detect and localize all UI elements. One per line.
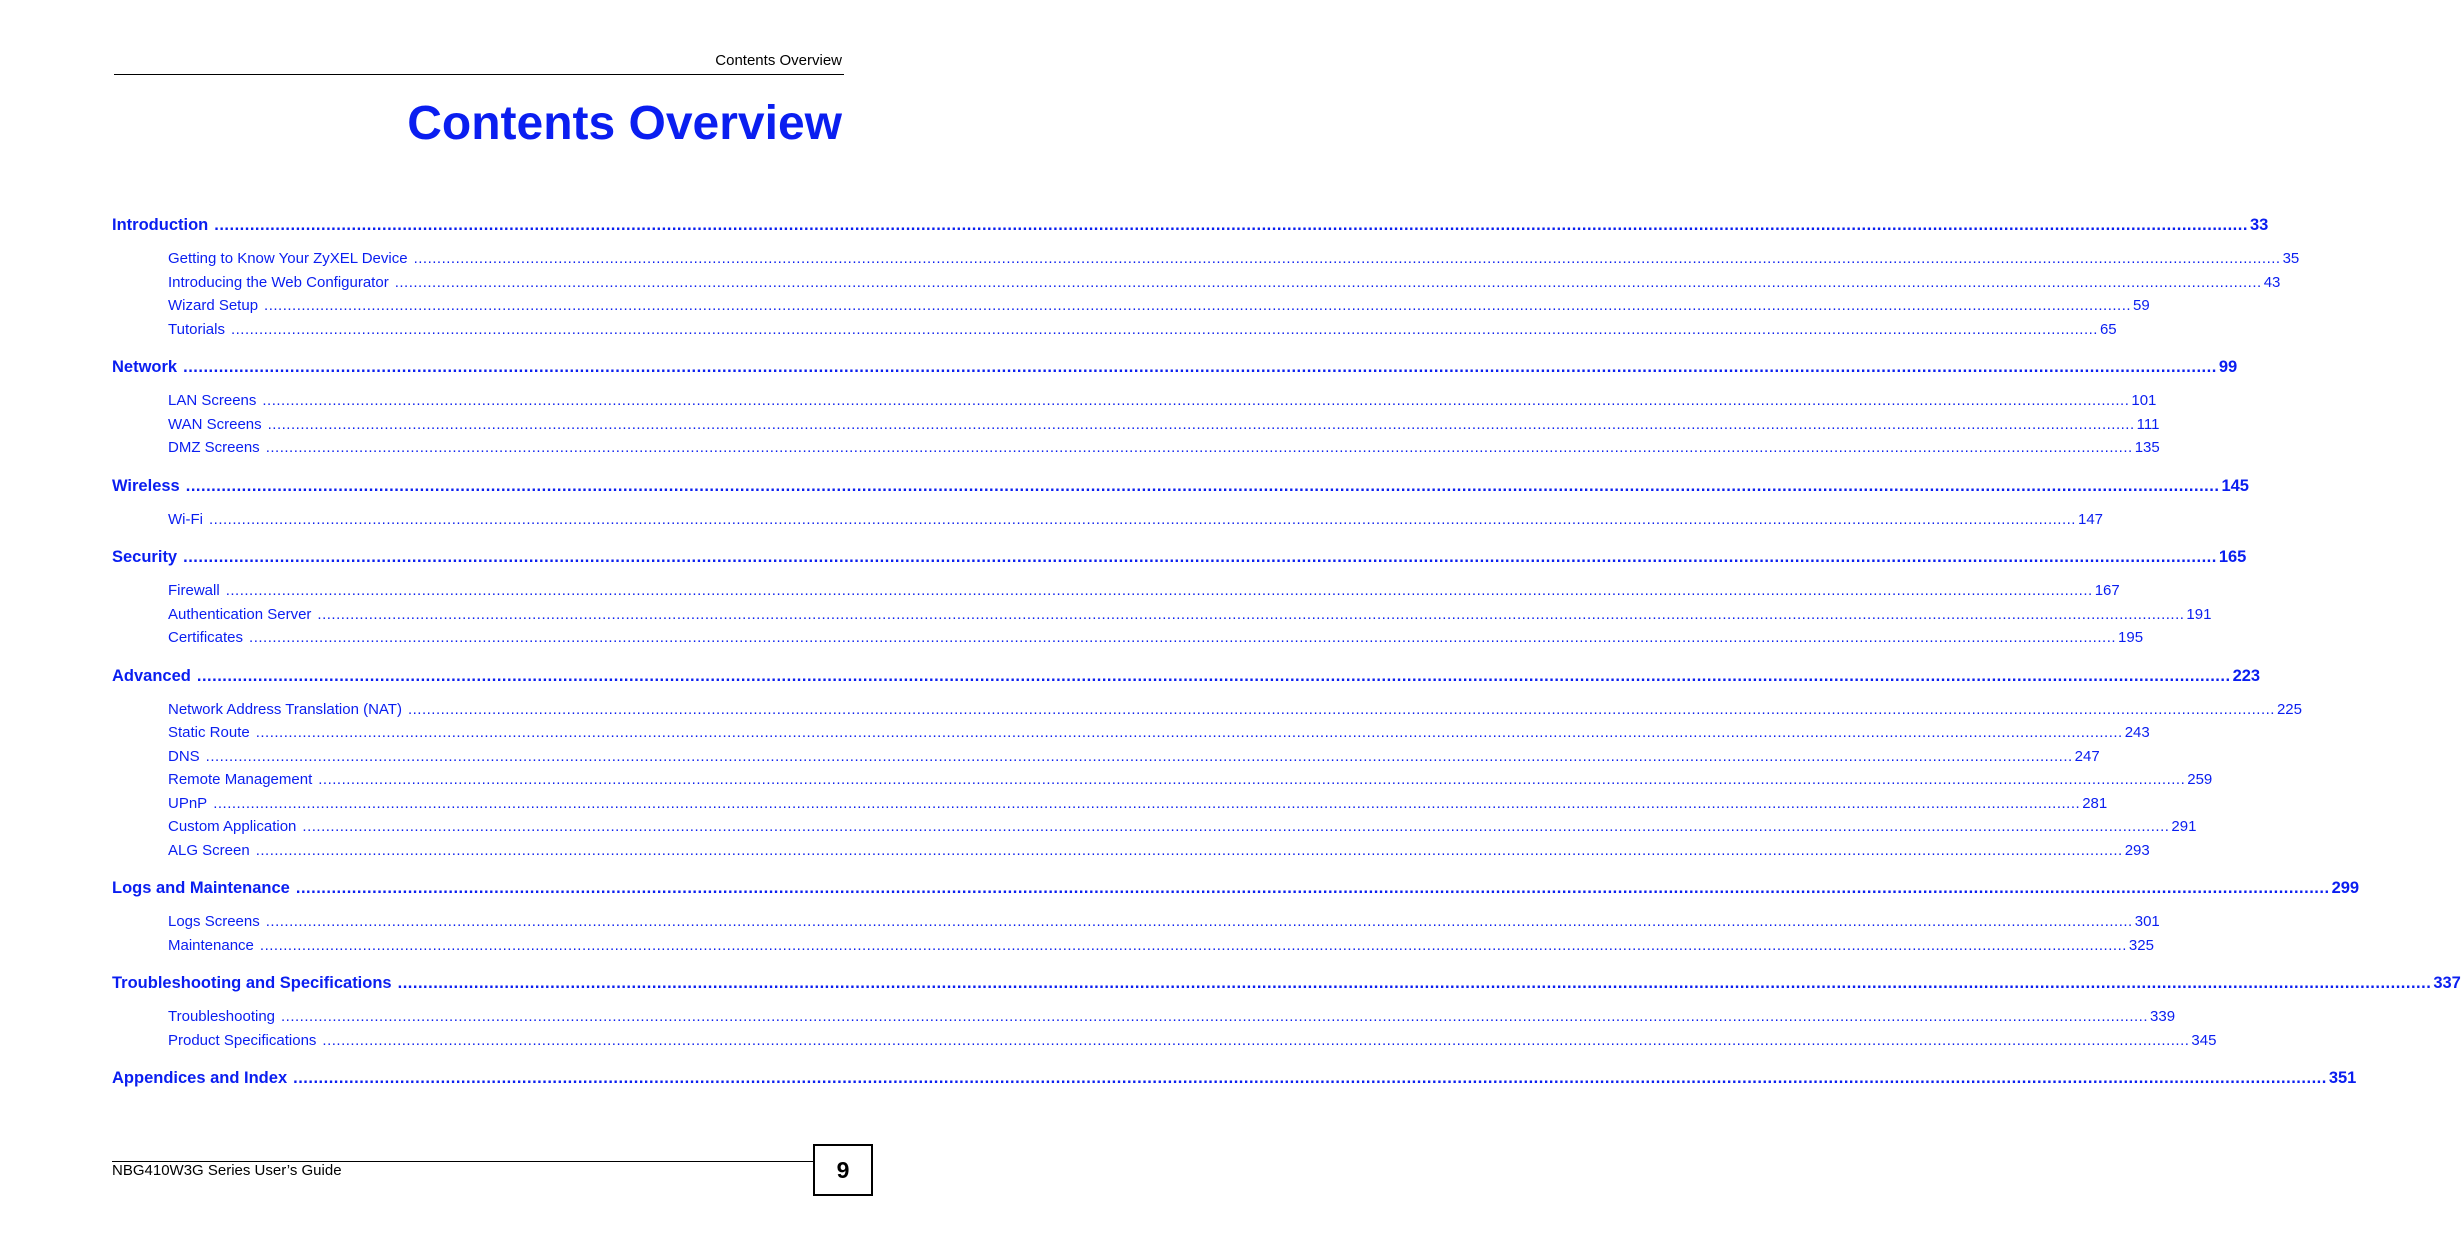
toc-chapter[interactable]: [112, 666, 2261, 691]
toc-chapter[interactable]: [112, 476, 2249, 501]
dot-leader: ................................................................................................................................................................................................................................................................................................................................................................................................................: [295, 879, 2330, 897]
toc-chapter[interactable]: [112, 974, 2461, 998]
toc-section-page: 281: [2082, 794, 2108, 812]
toc-section-list: [112, 501, 2104, 549]
toc-section-label: ALG Screen: [168, 841, 250, 859]
toc-section-page: 243: [2124, 724, 2150, 741]
dot-leader: ................................................................................................................................................................................................................................................................................................................................................................................................................: [293, 1069, 2327, 1087]
toc-section-page: 43: [2263, 273, 2281, 291]
toc-section-page: 135: [2134, 439, 2160, 456]
header-rule: [114, 74, 844, 75]
dot-leader: ................................................................................................................................................................................................................................................................................................................................................................................................................: [183, 358, 2217, 376]
toc-section-page: 35: [2282, 250, 2300, 267]
dot-leader: ................................................................................................................................................................................................................................................................................................................................................................................................................: [281, 1008, 2149, 1025]
toc-section-label: Wi-Fi: [168, 510, 203, 528]
toc-section-page: 325: [2128, 936, 2154, 954]
toc-section-label: UPnP: [168, 794, 208, 812]
dot-leader: ................................................................................................................................................................................................................................................................................................................................................................................................................: [183, 548, 2217, 566]
toc-section[interactable]: [168, 724, 2150, 748]
toc-section[interactable]: [168, 818, 2197, 842]
toc-chapter-page: 299: [2331, 879, 2360, 897]
dot-leader: ................................................................................................................................................................................................................................................................................................................................................................................................................: [205, 747, 2073, 765]
toc-section-list: [112, 998, 2217, 1069]
toc-section-list: [112, 382, 2160, 477]
toc-section[interactable]: [168, 794, 2108, 819]
dot-leader: ................................................................................................................................................................................................................................................................................................................................................................................................................: [208, 510, 2076, 528]
toc-section[interactable]: [168, 841, 2150, 866]
footer-guide-name: NBG410W3G Series User’s Guide: [112, 1162, 342, 1179]
toc-section-page: 65: [2099, 320, 2117, 338]
dot-leader: ................................................................................................................................................................................................................................................................................................................................................................................................................: [214, 216, 2248, 234]
toc-section-label: Getting to Know Your ZyXEL Device: [168, 250, 408, 267]
dot-leader: ................................................................................................................................................................................................................................................................................................................................................................................................................: [259, 936, 2127, 954]
dot-leader: ................................................................................................................................................................................................................................................................................................................................................................................................................: [413, 250, 2281, 267]
dot-leader: ................................................................................................................................................................................................................................................................................................................................................................................................................: [196, 666, 2231, 685]
toc-chapter[interactable]: [112, 216, 2269, 240]
toc-section-page: 301: [2134, 913, 2160, 930]
toc-section-page: 345: [2191, 1031, 2217, 1049]
toc-chapter-page: 99: [2218, 358, 2238, 376]
toc-section[interactable]: [168, 582, 2120, 606]
toc-section-label: Certificates: [168, 629, 244, 646]
toc-section[interactable]: [168, 936, 2154, 961]
toc-section[interactable]: [168, 250, 2300, 274]
toc-section[interactable]: [168, 415, 2160, 440]
toc-section-page: 259: [2187, 771, 2213, 788]
toc-section[interactable]: [168, 1031, 2217, 1056]
toc-chapter-label: Troubleshooting and Specifications: [112, 974, 392, 992]
toc-chapter-label: Appendices and Index: [112, 1069, 288, 1087]
toc-chapter[interactable]: [112, 879, 2360, 903]
table-of-contents: [112, 216, 2461, 1093]
toc-section-label: Firewall: [168, 582, 220, 599]
toc-section-label: Static Route: [168, 724, 250, 741]
toc-chapter-label: Network: [112, 358, 178, 376]
toc-section-page: 191: [2186, 605, 2212, 623]
toc-section-page: 167: [2094, 582, 2120, 599]
toc-section-label: Maintenance: [168, 936, 254, 954]
dot-leader: ................................................................................................................................................................................................................................................................................................................................................................................................................: [264, 297, 2132, 314]
toc-section-label: Product Specifications: [168, 1031, 317, 1049]
toc-section-page: 225: [2276, 700, 2302, 718]
toc-chapter-page: 337: [2433, 974, 2461, 992]
toc-chapter-label: Security: [112, 548, 178, 566]
toc-section-page: 291: [2171, 818, 2197, 835]
toc-section-page: 339: [2150, 1008, 2176, 1025]
running-header: Contents Overview: [715, 52, 842, 69]
dot-leader: ................................................................................................................................................................................................................................................................................................................................................................................................................: [255, 841, 2123, 859]
toc-chapter-label: Advanced: [112, 666, 191, 685]
toc-section-list: [112, 240, 2300, 358]
toc-section-label: Introducing the Web Configurator: [168, 273, 389, 291]
toc-section-label: Logs Screens: [168, 913, 260, 930]
toc-section[interactable]: [168, 392, 2157, 416]
dot-leader: ................................................................................................................................................................................................................................................................................................................................................................................................................: [255, 724, 2123, 741]
dot-leader: ................................................................................................................................................................................................................................................................................................................................................................................................................: [185, 476, 2220, 495]
toc-section-list: [112, 691, 2302, 880]
toc-section-label: Network Address Translation (NAT): [168, 700, 402, 718]
dot-leader: ................................................................................................................................................................................................................................................................................................................................................................................................................: [322, 1031, 2190, 1049]
toc-section-page: 147: [2077, 510, 2104, 528]
page-number-box: [813, 1144, 873, 1196]
toc-chapter-label: Introduction: [112, 216, 209, 234]
dot-leader: ................................................................................................................................................................................................................................................................................................................................................................................................................: [407, 700, 2275, 718]
dot-leader: ................................................................................................................................................................................................................................................................................................................................................................................................................: [225, 582, 2093, 599]
toc-section-label: DMZ Screens: [168, 439, 260, 456]
toc-section-page: 195: [2118, 629, 2144, 646]
toc-chapter-page: 33: [2249, 216, 2269, 234]
page-title: Contents Overview: [407, 97, 842, 150]
toc-section-label: LAN Screens: [168, 392, 257, 409]
toc-section-page: 247: [2074, 747, 2100, 765]
toc-chapter-page: 223: [2232, 666, 2261, 685]
toc-section-label: WAN Screens: [168, 415, 262, 433]
dot-leader: ................................................................................................................................................................................................................................................................................................................................................................................................................: [265, 439, 2133, 456]
toc-section[interactable]: [168, 510, 2104, 535]
toc-section-label: Remote Management: [168, 771, 313, 788]
toc-section-list: [112, 572, 2212, 667]
toc-section[interactable]: [168, 605, 2212, 630]
toc-section-label: Wizard Setup: [168, 297, 259, 314]
toc-section[interactable]: [168, 320, 2117, 345]
toc-section-page: 59: [2133, 297, 2150, 314]
toc-section-page: 111: [2136, 415, 2160, 433]
toc-section[interactable]: [168, 439, 2160, 463]
toc-section[interactable]: [168, 297, 2150, 321]
toc-section-label: DNS: [168, 747, 200, 765]
toc-section-page: 293: [2124, 841, 2150, 859]
toc-section-label: Troubleshooting: [168, 1008, 276, 1025]
dot-leader: ................................................................................................................................................................................................................................................................................................................................................................................................................: [265, 913, 2133, 930]
dot-leader: ................................................................................................................................................................................................................................................................................................................................................................................................................: [302, 818, 2170, 835]
toc-section[interactable]: [168, 629, 2144, 653]
toc-chapter[interactable]: [112, 358, 2238, 382]
toc-section-page: 101: [2131, 392, 2157, 409]
dot-leader: ................................................................................................................................................................................................................................................................................................................................................................................................................: [397, 974, 2432, 992]
toc-section[interactable]: [168, 273, 2281, 298]
dot-leader: ................................................................................................................................................................................................................................................................................................................................................................................................................: [230, 320, 2098, 338]
toc-chapter[interactable]: [112, 548, 2247, 572]
toc-section[interactable]: [168, 913, 2160, 937]
toc-chapter-page: 351: [2328, 1069, 2357, 1087]
dot-leader: ................................................................................................................................................................................................................................................................................................................................................................................................................: [317, 605, 2185, 623]
dot-leader: ................................................................................................................................................................................................................................................................................................................................................................................................................: [249, 629, 2117, 646]
toc-section[interactable]: [168, 747, 2100, 772]
toc-section[interactable]: [168, 771, 2213, 795]
page-number: 9: [836, 1156, 850, 1183]
dot-leader: ................................................................................................................................................................................................................................................................................................................................................................................................................: [267, 415, 2135, 433]
toc-section[interactable]: [168, 700, 2302, 725]
toc-section[interactable]: [168, 1008, 2176, 1032]
toc-section-label: Authentication Server: [168, 605, 312, 623]
toc-chapter-page: 165: [2218, 548, 2247, 566]
dot-leader: ................................................................................................................................................................................................................................................................................................................................................................................................................: [262, 392, 2130, 409]
toc-section-label: Custom Application: [168, 818, 297, 835]
toc-chapter[interactable]: [112, 1069, 2357, 1093]
toc-chapter-label: Logs and Maintenance: [112, 879, 290, 897]
toc-section-label: Tutorials: [168, 320, 225, 338]
dot-leader: ................................................................................................................................................................................................................................................................................................................................................................................................................: [318, 771, 2186, 788]
dot-leader: ................................................................................................................................................................................................................................................................................................................................................................................................................: [394, 273, 2262, 291]
dot-leader: ................................................................................................................................................................................................................................................................................................................................................................................................................: [213, 794, 2081, 812]
toc-chapter-label: Wireless: [112, 476, 180, 495]
toc-section-list: [112, 903, 2160, 974]
toc-chapter-page: 145: [2221, 476, 2249, 495]
